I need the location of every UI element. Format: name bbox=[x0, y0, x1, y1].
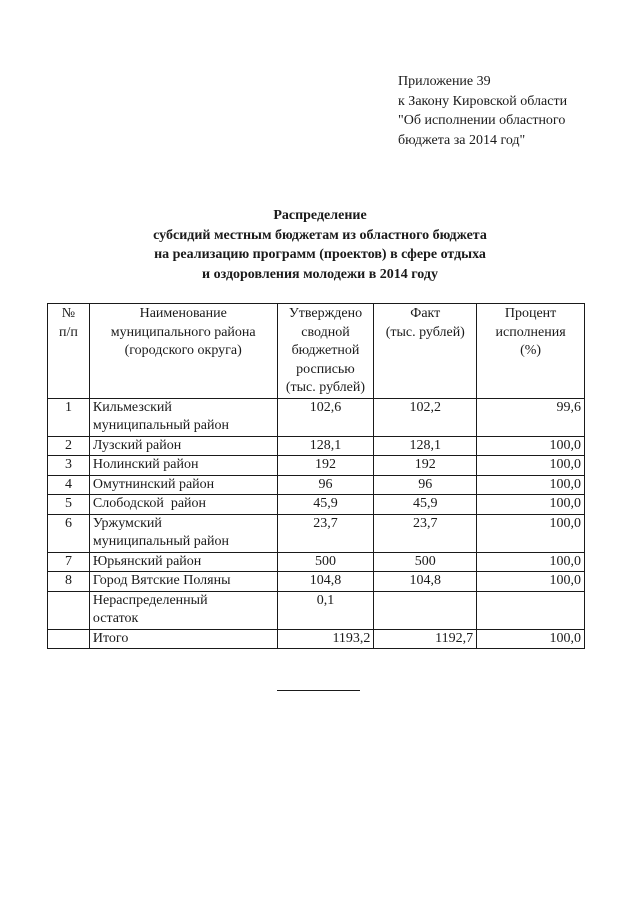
row-district-name bbox=[89, 591, 277, 629]
row-percent: 100,0 bbox=[477, 436, 585, 456]
row-approved: 0,1 bbox=[277, 591, 374, 629]
table-total-row bbox=[48, 629, 585, 649]
row-percent: 100,0 bbox=[477, 495, 585, 515]
table-row bbox=[48, 398, 585, 436]
row-district-name bbox=[89, 456, 277, 476]
row-percent bbox=[477, 591, 585, 629]
title-line: на реализацию программ (проектов) в сфере отдыха bbox=[154, 247, 486, 262]
row-approved: 104,8 bbox=[277, 572, 374, 592]
appendix-line: "Об исполнении областного bbox=[398, 113, 566, 128]
header-line: п/п bbox=[59, 324, 78, 340]
row-approved: 102,6 bbox=[277, 398, 374, 436]
row-fact: 192 bbox=[374, 456, 477, 476]
name-line: Нераспределенный bbox=[92, 592, 208, 608]
name-line: Нолинский район bbox=[92, 457, 199, 472]
table-row bbox=[48, 572, 585, 592]
table-row bbox=[48, 495, 585, 515]
table-row bbox=[48, 475, 585, 495]
row-fact: 500 bbox=[374, 552, 477, 572]
title-line: субсидий местным бюджетам из областного бюджета bbox=[153, 227, 487, 243]
header-line: (городского округа) bbox=[124, 343, 242, 358]
header-line: сводной bbox=[301, 324, 350, 340]
row-fact: 128,1 bbox=[374, 436, 477, 456]
header-cell-percent bbox=[477, 304, 585, 399]
row-number: 1 bbox=[48, 398, 90, 436]
header-line: Утверждено bbox=[288, 306, 363, 321]
header-line: (тыс. рублей) bbox=[285, 380, 366, 395]
row-number bbox=[48, 629, 90, 649]
header-line: (тыс. рублей) bbox=[385, 324, 465, 340]
row-district-name bbox=[89, 572, 277, 592]
row-district-name bbox=[89, 436, 277, 456]
header-line: (%) bbox=[520, 343, 542, 358]
header-cell-approved bbox=[277, 304, 374, 399]
row-district-name bbox=[89, 629, 277, 649]
row-district-name bbox=[89, 552, 277, 572]
row-district-name bbox=[89, 475, 277, 495]
header-line: Наименование bbox=[139, 306, 227, 321]
row-percent: 100,0 bbox=[477, 552, 585, 572]
row-district-name bbox=[89, 495, 277, 515]
header-line: Процент bbox=[504, 306, 557, 321]
row-percent: 100,0 bbox=[477, 514, 585, 552]
row-number bbox=[48, 591, 90, 629]
table-row bbox=[48, 514, 585, 552]
header-line: Факт bbox=[410, 306, 441, 321]
appendix-line: к Закону Кировской области bbox=[398, 93, 568, 109]
row-number: 6 bbox=[48, 514, 90, 552]
name-line: муниципальный район bbox=[92, 418, 229, 433]
name-line: Лузский район bbox=[92, 437, 182, 453]
name-line: Итого bbox=[92, 630, 129, 646]
header-cell-number bbox=[48, 304, 90, 399]
header-line: муниципального района bbox=[110, 324, 256, 340]
row-approved: 96 bbox=[277, 475, 374, 495]
row-number: 8 bbox=[48, 572, 90, 592]
row-number: 2 bbox=[48, 436, 90, 456]
name-line: муниципальный район bbox=[92, 534, 229, 549]
row-number: 4 bbox=[48, 475, 90, 495]
name-line: Омутнинский район bbox=[92, 476, 215, 492]
row-district-name bbox=[89, 514, 277, 552]
row-percent: 100,0 bbox=[477, 456, 585, 476]
name-line: остаток bbox=[92, 611, 139, 626]
header-cell-name bbox=[89, 304, 277, 399]
row-percent: 100,0 bbox=[477, 572, 585, 592]
row-number: 3 bbox=[48, 456, 90, 476]
row-fact: 23,7 bbox=[374, 514, 477, 552]
row-fact: 96 bbox=[374, 475, 477, 495]
appendix-line: бюджета за 2014 год" bbox=[398, 132, 526, 148]
name-line: Кильмезский bbox=[92, 399, 172, 415]
row-fact: 45,9 bbox=[374, 495, 477, 515]
header-line: исполнения bbox=[495, 324, 566, 340]
row-district-name bbox=[89, 398, 277, 436]
document-title bbox=[60, 206, 580, 284]
row-number: 5 bbox=[48, 495, 90, 515]
header-line: № bbox=[61, 306, 76, 321]
table-row bbox=[48, 456, 585, 476]
subsidy-table bbox=[47, 303, 585, 649]
header-line: бюджетной bbox=[291, 343, 360, 358]
row-fact bbox=[374, 591, 477, 629]
name-line: Слободской район bbox=[92, 496, 207, 511]
row-approved: 45,9 bbox=[277, 495, 374, 515]
appendix-line: Приложение 39 bbox=[398, 74, 491, 89]
row-percent: 100,0 bbox=[477, 629, 585, 649]
name-line: Юрьянский район bbox=[92, 553, 202, 569]
row-approved: 192 bbox=[277, 456, 374, 476]
table-row bbox=[48, 436, 585, 456]
name-line: Город Вятские Поляны bbox=[92, 573, 231, 588]
header-line: росписью bbox=[296, 361, 355, 377]
row-approved: 23,7 bbox=[277, 514, 374, 552]
row-fact: 1192,7 bbox=[374, 629, 477, 649]
appendix-note bbox=[398, 72, 628, 150]
table-row bbox=[48, 591, 585, 629]
closing-rule bbox=[277, 690, 360, 691]
title-line: Распределение bbox=[273, 208, 367, 223]
title-line: и оздоровления молодежи в 2014 году bbox=[202, 266, 438, 282]
row-percent: 100,0 bbox=[477, 475, 585, 495]
name-line: Уржумский bbox=[92, 515, 162, 531]
table-header-row bbox=[48, 304, 585, 399]
table-row bbox=[48, 552, 585, 572]
row-approved: 500 bbox=[277, 552, 374, 572]
row-fact: 104,8 bbox=[374, 572, 477, 592]
row-approved: 128,1 bbox=[277, 436, 374, 456]
row-number: 7 bbox=[48, 552, 90, 572]
row-fact: 102,2 bbox=[374, 398, 477, 436]
header-cell-fact bbox=[374, 304, 477, 399]
row-approved: 1193,2 bbox=[277, 629, 374, 649]
row-percent: 99,6 bbox=[477, 398, 585, 436]
